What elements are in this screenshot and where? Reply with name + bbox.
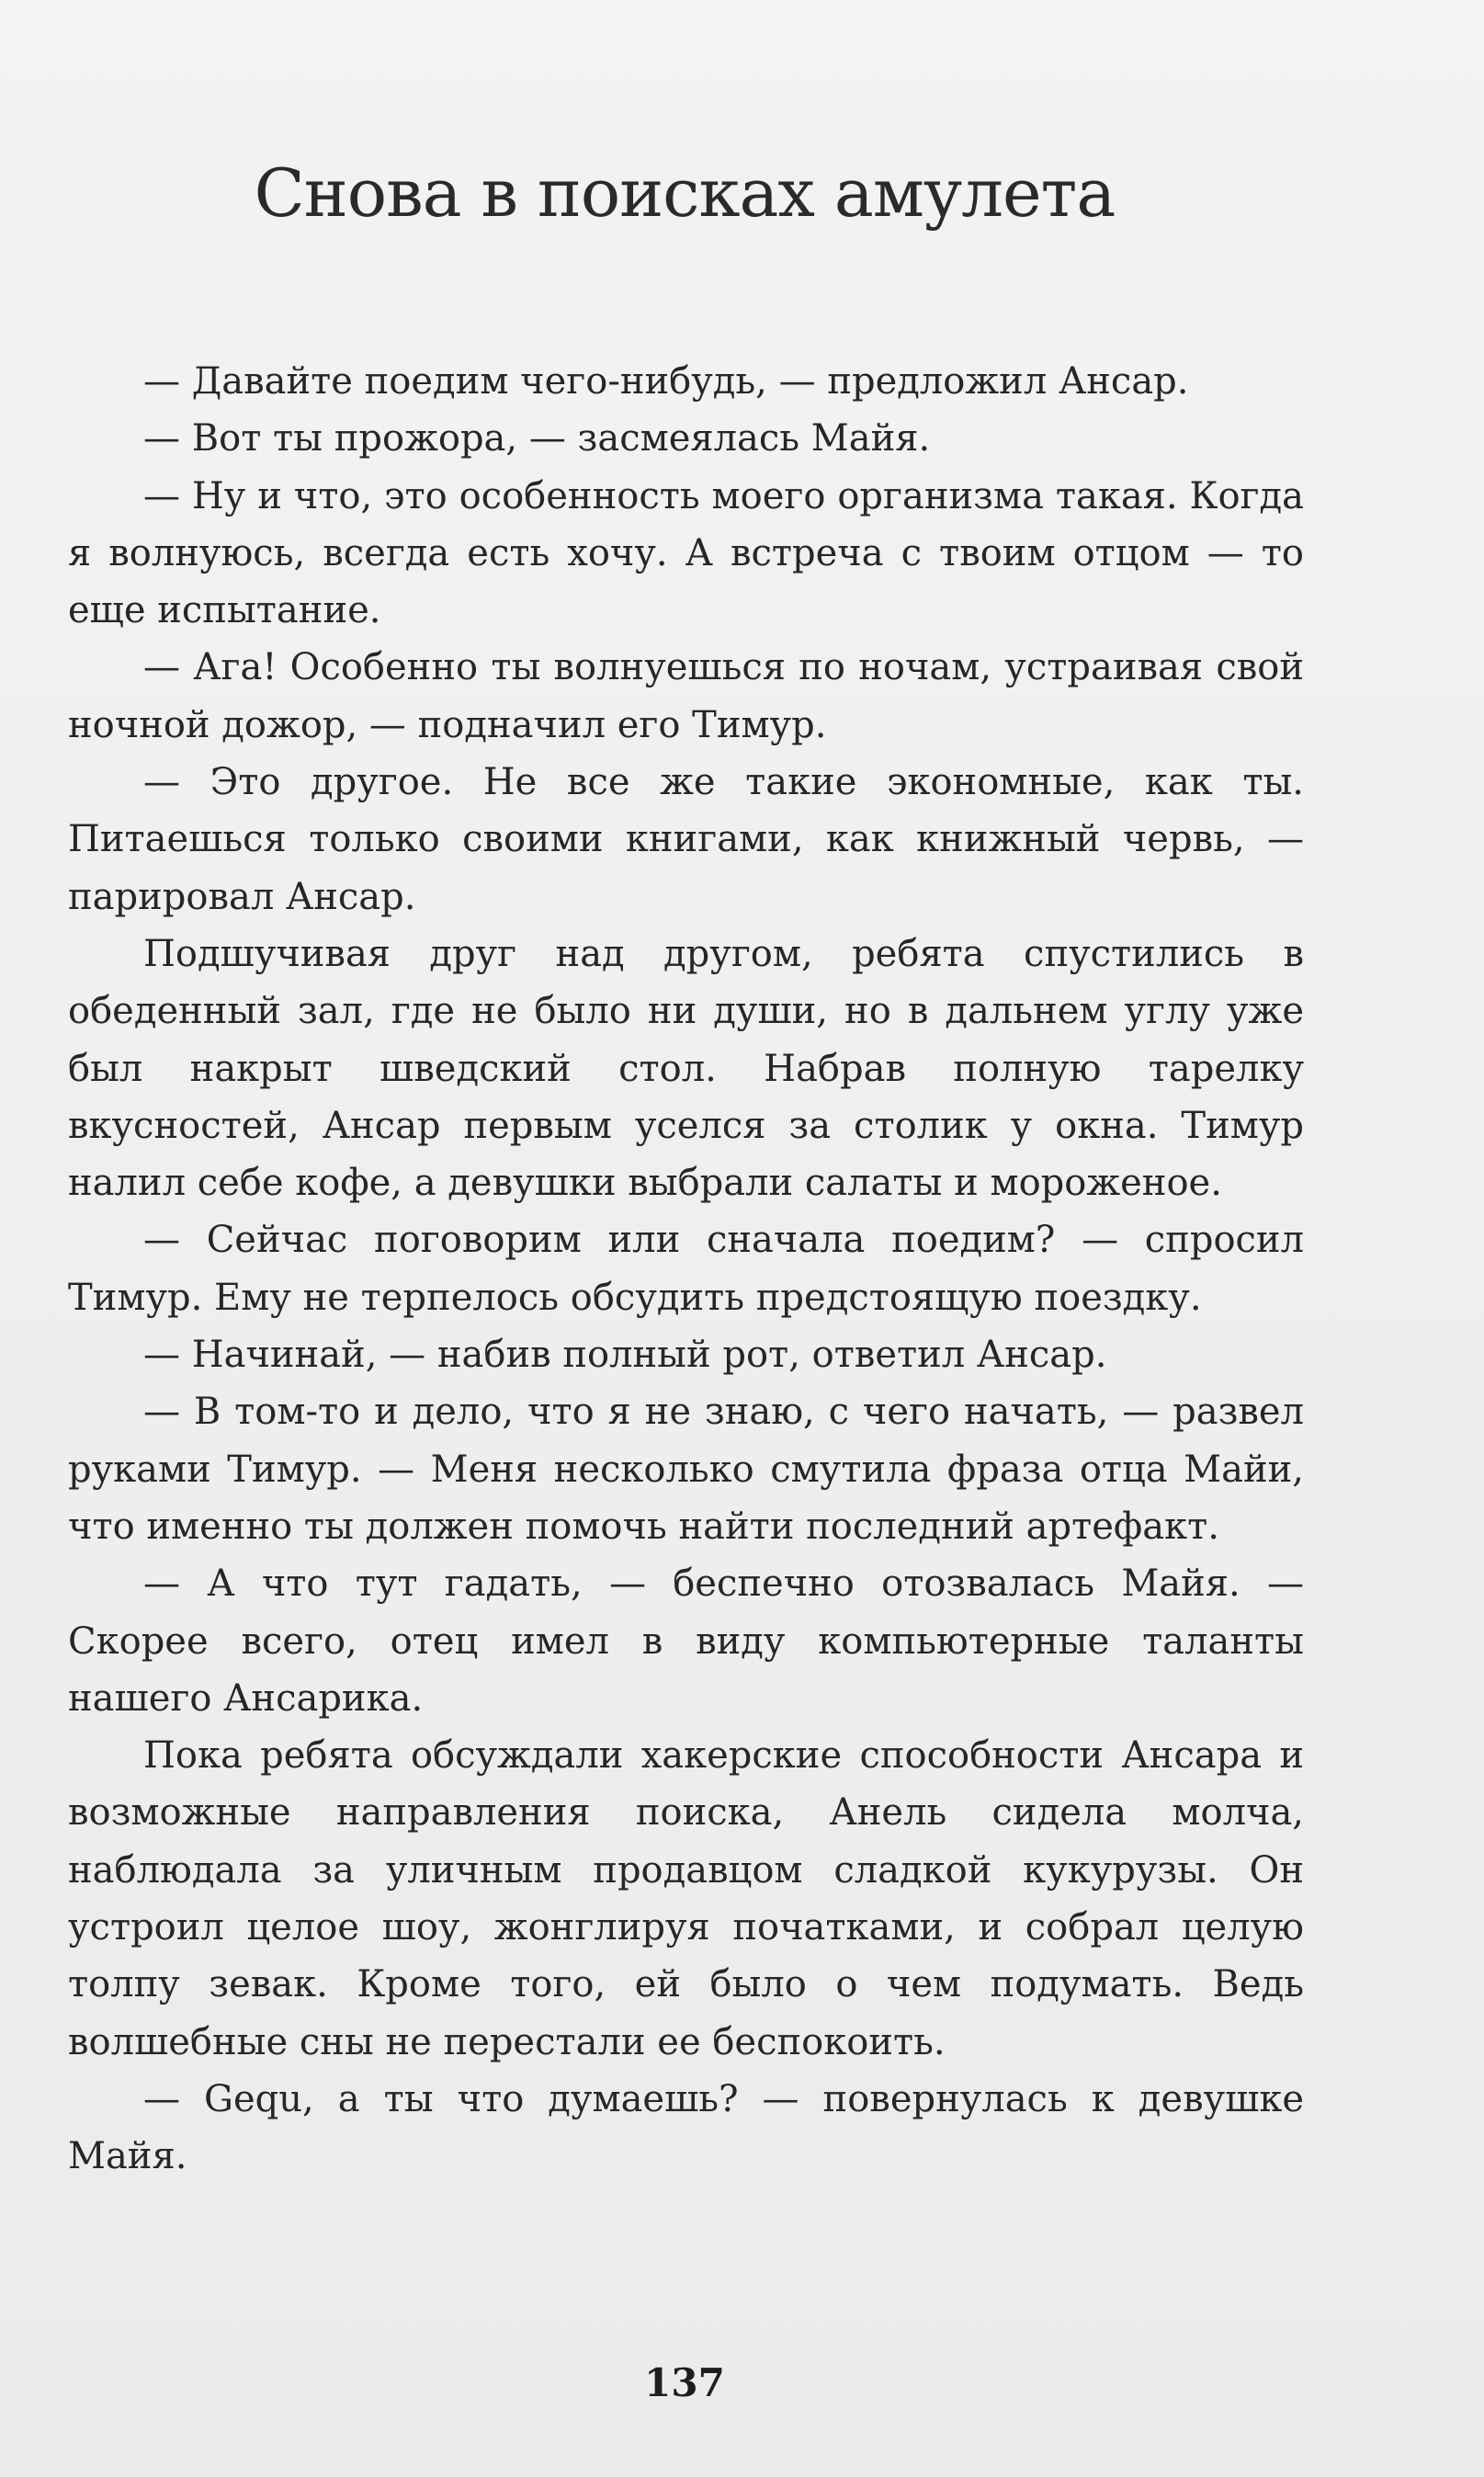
paragraph: — Ну и что, это особенность моего организма такая. Когда я волнуюсь, всегда есть хочу. А встреча с твоим отцом — то еще испытание. [68, 474, 1304, 632]
paragraph: — В том-то и дело, что я не знаю, с чего начать, — развел руками Тимур. — Меня несколько смутила фраза отца Майи, что именно ты должен помочь найти последний артефакт. [68, 1391, 1304, 1548]
paragraph: — Это другое. Не все же такие экономные, как ты. Питаешься только своими книгами, как книжный червь, — парировал Ансар. [68, 761, 1304, 918]
paragraph: — Начинай, — набив полный рот, ответил Ансар. [143, 1334, 1107, 1377]
paragraph: — Вот ты прожора, — засмеялась Майя. [143, 417, 931, 460]
page-body-text [68, 353, 1304, 2186]
paragraph: — Gequ, а ты что думаешь? — повернулась к девушке Майя. [68, 2077, 1304, 2178]
paragraph: — Сейчас поговорим или сначала поедим? — спросил Тимур. Ему не терпелось обсудить предстоящую поездку. [68, 1219, 1304, 1319]
paragraph: Подшучивая друг над другом, ребята спустились в обеденный зал, где не было ни души, но в дальнем углу уже был накрыт шведский стол. Набрав полную тарелку вкусностей, Ансар первым уселся за столик у окна. Тимур налил себе кофе, а девушки выбрали салаты и мороженое. [68, 932, 1304, 1205]
paragraph: — Давайте поедим чего-нибудь, — предложил Ансар. [143, 360, 1189, 403]
chapter-title: Снова в поисках амулета [254, 154, 1116, 232]
paragraph: — Ага! Особенно ты волнуешься по ночам, устраивая свой ночной дожор, — подначил его Тимур. [68, 646, 1304, 746]
paragraph: Пока ребята обсуждали хакерские способности Ансара и возможные направления поиска, Анель сидела молча, наблюдала за уличным продавцом сладкой кукурузы. Он устроил целое шоу, жонглируя початками, и собрал целую толпу зевак. Кроме того, ей было о чем подумать. Ведь волшебные сны не перестали ее беспокоить. [68, 1734, 1304, 2063]
page-number: 137 [644, 2360, 725, 2405]
paragraph: — А что тут гадать, — беспечно отозвалась Майя. — Скорее всего, отец имел в виду компьютерные таланты нашего Ансарика. [68, 1562, 1304, 1720]
